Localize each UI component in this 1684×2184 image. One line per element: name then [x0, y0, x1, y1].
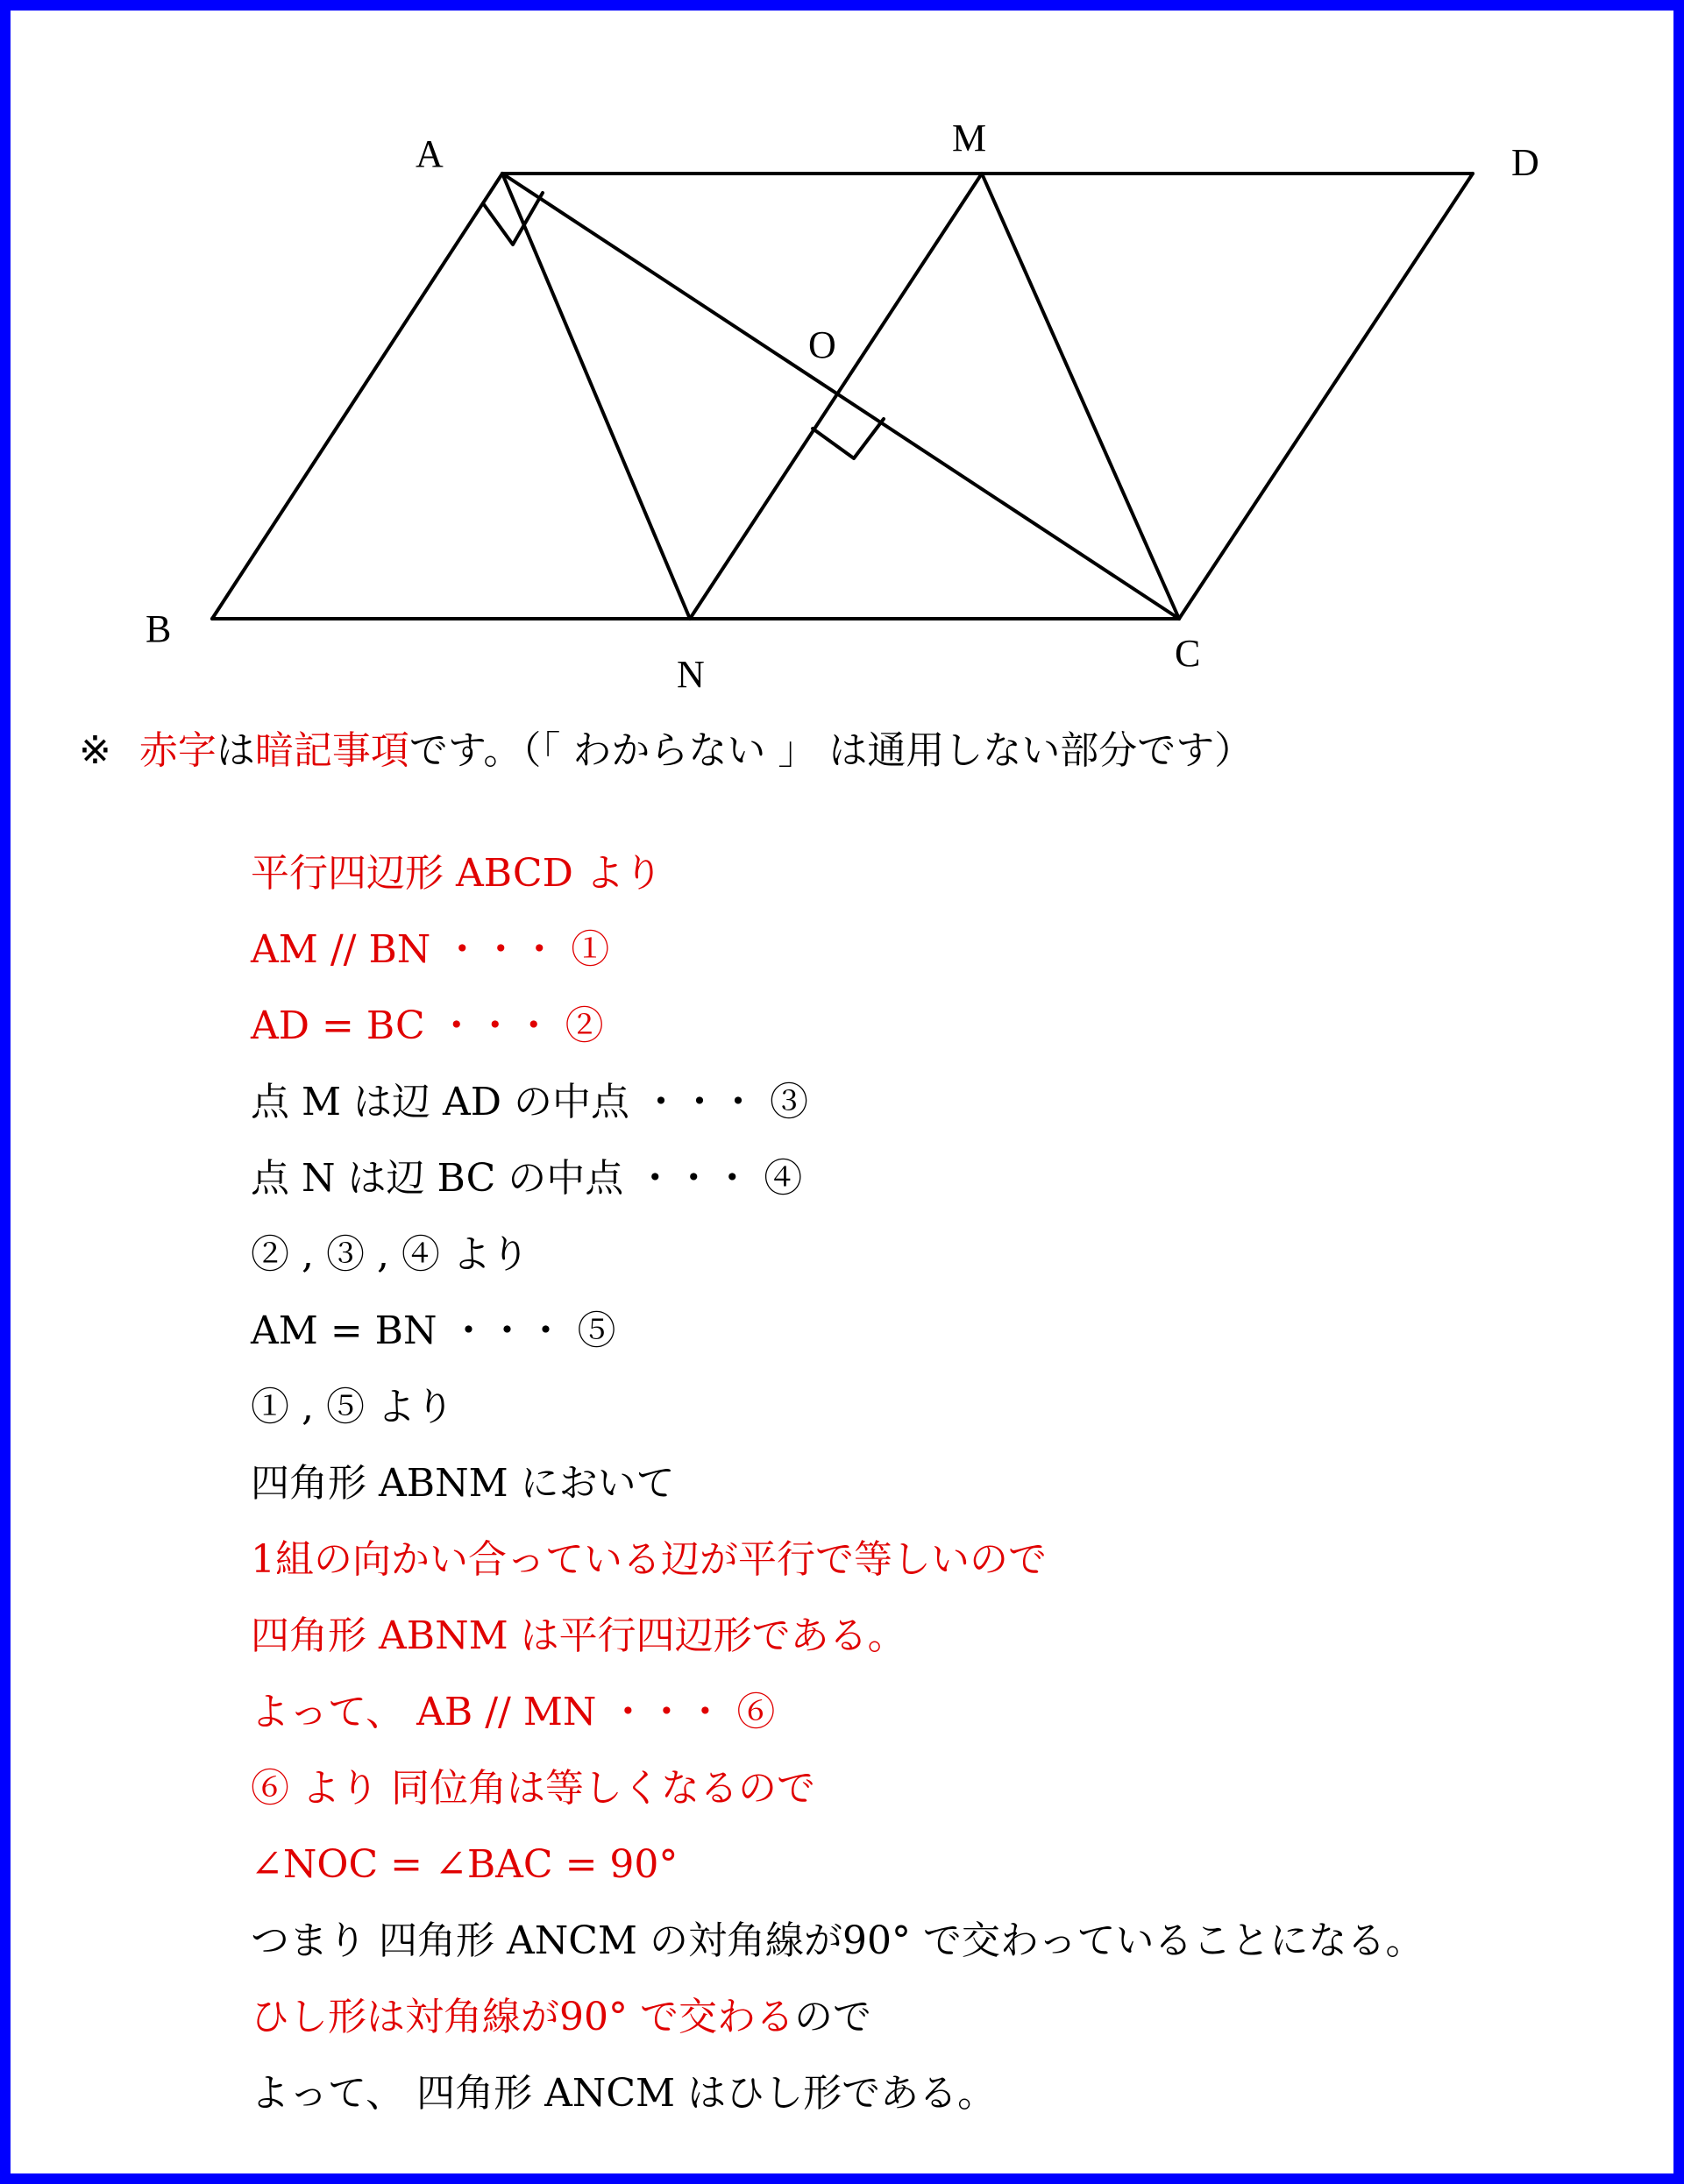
proof-text: ② , ③ , ④ より — [251, 1232, 529, 1277]
label-m: M — [952, 117, 987, 160]
proof-text: 四角形 ABNM は平行四辺形である。 — [251, 1613, 906, 1658]
proof-line-12 — [251, 1690, 776, 1734]
proof-line-5 — [251, 1156, 803, 1201]
proof-text: AM = BN ・・・ ⑤ — [251, 1308, 616, 1353]
proof-line-16 — [251, 1995, 871, 2039]
proof-text: AD = BC ・・・ ② — [251, 1003, 604, 1048]
label-d: D — [1511, 141, 1539, 184]
label-b: B — [146, 607, 172, 650]
proof-text: 四角形 ABNM において — [251, 1461, 675, 1506]
proof-text: ので — [793, 1995, 871, 2039]
side-ab — [212, 174, 502, 619]
note-line — [79, 728, 1254, 773]
proof-text: よって、 四角形 ANCM はひし形である。 — [251, 2071, 997, 2116]
note-seg-0: 赤字 — [139, 728, 217, 773]
label-c: C — [1175, 632, 1201, 675]
proof-text: ∠NOC = ∠BAC = 90° — [251, 1842, 679, 1887]
proof-line-9 — [251, 1461, 675, 1506]
proof-text: 点 M は辺 AD の中点 ・・・ ③ — [251, 1080, 809, 1124]
proof-line-14 — [251, 1842, 679, 1887]
proof-line-11 — [251, 1613, 906, 1658]
proof-line-1 — [251, 851, 663, 896]
note-seg-1: は — [216, 728, 255, 773]
segment-an — [502, 174, 690, 619]
segment-mn — [690, 174, 982, 619]
proof-text: ひし形は対角線が90° で交わる — [251, 1995, 794, 2039]
proof-text: 平行四辺形 ABCD より — [251, 851, 663, 896]
proof-text: AM // BN ・・・ ① — [251, 927, 610, 972]
proof-text: 1組の向かい合っている辺が平行で等しいので — [251, 1537, 1047, 1582]
geometry-figure — [0, 0, 1684, 719]
note-mark: ※ — [79, 728, 111, 773]
label-n: N — [677, 653, 705, 696]
right-angle-mark-o — [813, 419, 884, 458]
proof-line-8 — [251, 1385, 454, 1429]
proof-line-6 — [251, 1232, 529, 1277]
proof-line-3 — [251, 1003, 604, 1048]
proof-line-7 — [251, 1308, 616, 1353]
proof-line-13 — [251, 1766, 815, 1811]
proof-text: つまり 四角形 ANCM の対角線が90° で交わっていることになる。 — [251, 1918, 1425, 1963]
proof-line-2 — [251, 927, 610, 972]
proof-text: 点 N は辺 BC の中点 ・・・ ④ — [251, 1156, 803, 1201]
proof-text: ① , ⑤ より — [251, 1385, 454, 1429]
proof-line-17 — [251, 2071, 997, 2116]
segment-ac — [502, 174, 1179, 619]
label-o: O — [808, 323, 836, 366]
proof-text: ⑥ より 同位角は等しくなるので — [251, 1766, 815, 1811]
label-a: A — [416, 132, 444, 175]
proof-line-15 — [251, 1918, 1425, 1963]
note-seg-3: です。（「 わからない 」 は通用しない部分です） — [409, 728, 1254, 773]
proof-line-10 — [251, 1537, 1047, 1582]
proof-line-4 — [251, 1080, 809, 1124]
note-seg-2: 暗記事項 — [254, 728, 409, 773]
proof-text: よって、 AB // MN ・・・ ⑥ — [251, 1690, 776, 1734]
side-dc — [1179, 174, 1473, 619]
